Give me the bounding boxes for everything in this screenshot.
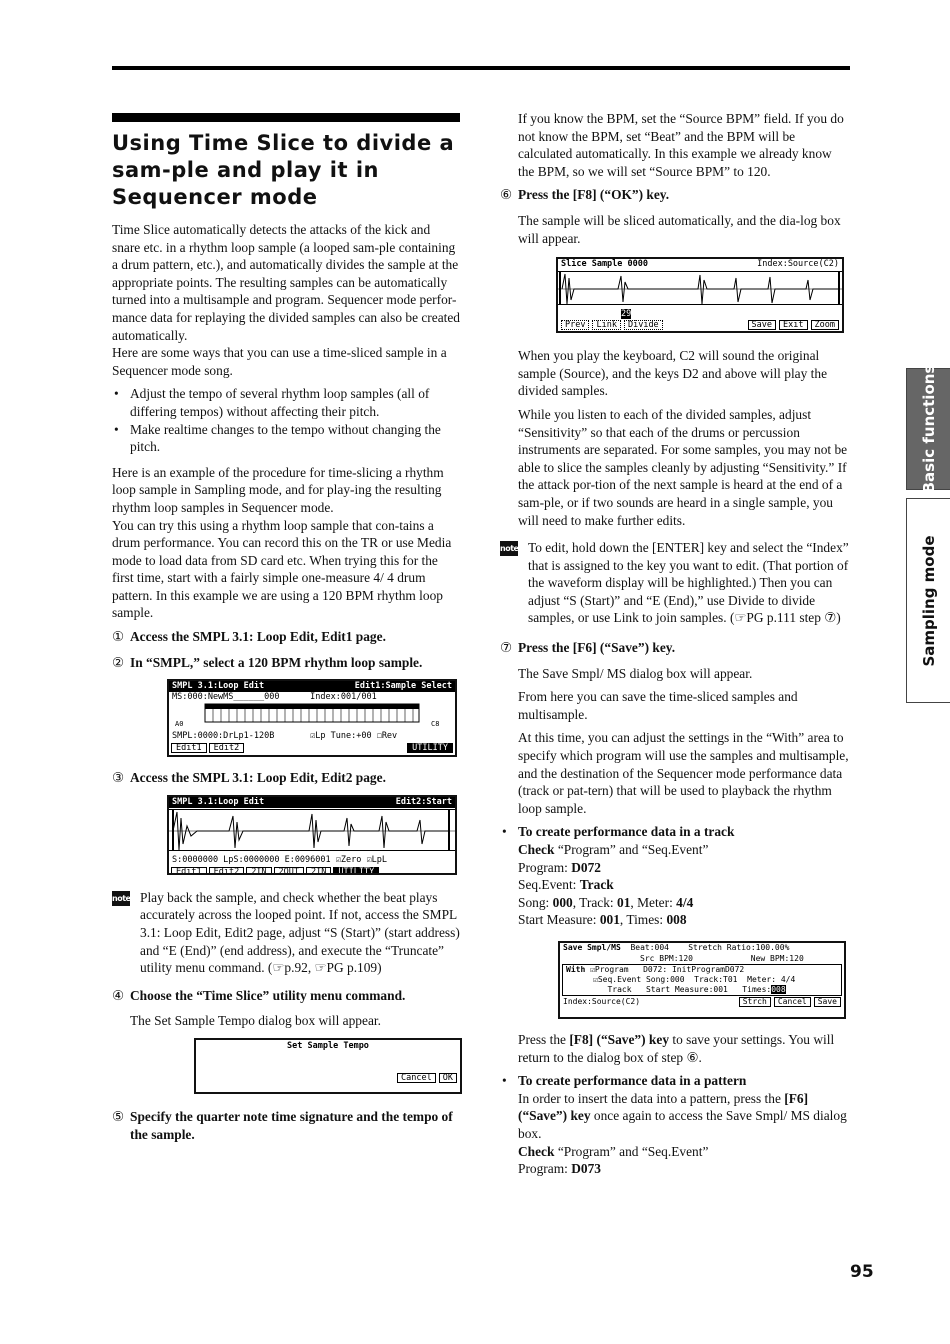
save-ms-index: Index:Source(C2): [563, 996, 641, 1006]
play-paragraph: When you play the keyboard, C2 will sound the original sample (Source), and the keys D2 and above will play the divided samples.: [518, 348, 828, 399]
edit2-row: S:0000000 LpS:0000000 E:0096001 ☑Zero ☑LpL: [172, 854, 387, 865]
save-button[interactable]: Save: [814, 997, 841, 1007]
note-icon: note: [112, 891, 130, 906]
save-ms-r3: ☑Program D072: InitProgramD072: [590, 964, 745, 974]
save-ms-r4: ☑Seq.Event Song:000 Track:T01 Meter: 4/4: [593, 974, 796, 984]
note-icon: note: [500, 541, 518, 556]
section-bar: [112, 113, 460, 122]
note-2: note To edit, hold down the [ENTER] key and select the “Index” that is assigned to the key you want to edit. (That portion of the waveform display will be highlighted.) Then you can adjust “S (Start)” and “E (End),” use Divide to divide samples, or use Link to join samples. (☞PG p.111 step ⑦): [500, 540, 849, 626]
press-f8-paragraph: Press the [F8] (“Save”) key to save your settings. You will return to the dialog box of step ⑥.: [518, 1031, 835, 1065]
step-4-desc: The Set Sample Tempo dialog box will appear.: [130, 1013, 381, 1029]
edit1-title: SMPL 3.1:Loop Edit: [172, 681, 265, 692]
slice-title: Slice Sample 0000: [561, 259, 648, 270]
step-7-desc: The Save Smpl/ MS dialog box will appear.: [518, 665, 753, 681]
step-4: ④ Choose the “Time Slice” utility menu command.: [112, 987, 406, 1003]
step-6-desc: The sample will be sliced automatically, and the dia-log box will appear.: [518, 212, 841, 246]
bullet-item: • Make realtime changes to the tempo without changing the pitch.: [114, 421, 441, 455]
intro-paragraph: Time Slice automatically detects the attacks of the kick and snare etc. in a rhythm loop sample (a looped sam-ple containing a drum pattern, etc.), and automatically divides the sample at the appropriate points. The resulting samples can be automatically turned into a multisample and program. Sequencer mode perfor-mance data for replaying the divided samples can also be created automatically.: [112, 222, 461, 343]
save-smpl-ms-screen: [558, 941, 846, 1019]
side-tab-sampling-mode[interactable]: Sampling mode: [906, 498, 950, 703]
tab-edit1[interactable]: Edit1: [171, 743, 207, 753]
pattern-bullet-title: To create performance data in a pattern: [518, 1073, 747, 1089]
exit-button[interactable]: Exit: [779, 320, 807, 330]
listen-paragraph: While you listen to each of the divided samples, adjust “Sensitivity” so that each of the drums or percussion instruments are separated. For some samples, you may not be able to slice the samples cleanly by adjusting “Sensitivity.” If the attack por-tion of the next sample is heard at the end of a sam-ple, or if two sounds are heard in a single sample, you will need to make further edits.: [518, 406, 848, 528]
bullet-item: • Adjust the tempo of several rhythm loop samples (all of differing tempos) without affecting their pitch.: [114, 386, 430, 419]
edit2-screen: [167, 795, 457, 875]
tab-edit2[interactable]: Edit2: [209, 743, 245, 753]
section-title: Using Time Slice to divide a sam-ple and play it in Sequencer mode: [112, 131, 455, 209]
step-3: ③ Access the SMPL 3.1: Loop Edit, Edit2 page.: [112, 770, 386, 786]
edit1-screen: [167, 679, 457, 757]
bpm-paragraph: If you know the BPM, set the “Source BPM” field. If you do not know the BPM, set “Beat” and the BPM will be calculated automatically. In this example we already know the BPM, so we will set “Source BPM” to 120.: [518, 111, 844, 179]
cancel-button[interactable]: Cancel: [774, 997, 811, 1007]
edit2-title: SMPL 3.1:Loop Edit: [172, 796, 265, 807]
waveform-display: [169, 809, 455, 851]
slice-index: Index:Source(C2): [757, 259, 839, 270]
track-bullet: • To create performance data in a track Check “Program” and “Seq.Event” Program: D072 Seq.Event: Track Song: 000, Track: 01, Meter: 4/4 Start Measure: 001, Times: 008: [500, 823, 850, 929]
cancel-button[interactable]: Cancel: [397, 1073, 436, 1083]
ok-button[interactable]: OK: [439, 1073, 457, 1083]
slice-sample-screen: [556, 257, 844, 333]
try-paragraph: You can try this using a rhythm loop sample that con-tains a drum performance. You can record this on the TR or use Media mode to load data from SD card etc. When trying this for the first time, start with a fairly simple one-measure 4/ 4 drum pattern. In this example we are using a 120 BPM rhythm loop sample.: [112, 517, 452, 621]
save-ms-r5: Track Start Measure:001 Times:: [593, 984, 772, 994]
stretch-button[interactable]: Strch: [739, 997, 771, 1007]
zoom-out-button[interactable]: 2OUT: [274, 867, 304, 875]
utility-button[interactable]: UTILITY: [333, 867, 379, 875]
pattern-bullet: • To create performance data in a pattern In order to insert the data into a pattern, press the [F6] (“Save”) key once again to access the Save Smpl/ MS dialog box. Check “Program” and “Seq.Event” Program: D073: [500, 1072, 850, 1178]
link-button[interactable]: Link: [592, 320, 620, 330]
track-bullet-title: To create performance data in a track: [518, 824, 735, 840]
save-paragraph: From here you can save the time-sliced samples and multisample.: [518, 689, 798, 722]
with-label: With: [566, 964, 586, 974]
note-1: note Play back the sample, and check whether the beat plays accurately across the looped point. If not, access the SMPL 3.1: Loop Edit, Edit2 page, adjust “S (Start)” (start address) and “E (End)” (end address), and execute the “Truncate” utility menu command. (☞p.92, ☞PG p.109): [112, 889, 460, 976]
save-ms-title: Save Smpl/MS: [563, 942, 621, 952]
right-column: [500, 110, 850, 1178]
utility-button[interactable]: UTILITY: [407, 743, 453, 753]
prev-button[interactable]: Prev: [561, 320, 589, 330]
step-6: ⑥ Press the [F8] (“OK”) key.: [500, 187, 670, 203]
edit1-tab: Edit1:Sample Select: [354, 681, 452, 692]
tab-edit1[interactable]: Edit1: [171, 867, 207, 875]
save-ms-r1: Beat:004 Stretch Ratio:100.00%: [630, 942, 790, 952]
edit1-row3: SMPL:0000:DrLp1-120B ☑Lp Tune:+00 ☐Rev: [172, 731, 398, 742]
step-2: ② In “SMPL,” select a 120 BPM rhythm loop sample.: [112, 654, 423, 670]
step-1: ① Access the SMPL 3.1: Loop Edit, Edit1 page.: [112, 629, 386, 645]
with-paragraph: At this time, you can adjust the settings in the “With” area to specify which program will use the samples and multisample, and the destination of the Sequencer mode performance data (track or pat-tern) that will be used to playback the rhythm loop sample.: [518, 730, 849, 816]
keyboard-graphic: [169, 702, 455, 728]
edit1-row1: MS:000:NewMS______000 Index:001/001: [172, 692, 377, 703]
page-number: 95: [850, 1262, 874, 1282]
side-tab-basic-functions[interactable]: Basic functions: [906, 368, 950, 490]
step-7: ⑦ Press the [F6] (“Save”) key.: [500, 640, 676, 656]
save-button[interactable]: Save: [748, 320, 776, 330]
example-paragraph: Here is an example of the procedure for time-slicing a rhythm loop sample in Sampling mode, and for play-ing the resulting rhythm loop samples in Sequencer mode.: [112, 464, 444, 515]
zoom-in-button[interactable]: 2IN: [246, 867, 271, 875]
tab-edit2[interactable]: Edit2: [209, 867, 245, 875]
slice-waveform: [558, 271, 842, 305]
left-column: [112, 113, 460, 1151]
divide-button[interactable]: Divide: [624, 320, 663, 330]
sensitivity-field[interactable]: 29: [621, 309, 632, 320]
set-tempo-title: Set Sample Tempo: [287, 1041, 369, 1051]
ways-intro: Here are some ways that you can use a time-sliced sample in a Sequencer mode song.: [112, 345, 447, 378]
zoom-in-button[interactable]: 2IN: [306, 867, 331, 875]
times-field[interactable]: 008: [771, 984, 786, 994]
edit2-tab: Edit2:Start: [395, 796, 452, 807]
set-tempo-dialog: [194, 1038, 462, 1094]
step-5: ⑤ Specify the quarter note time signature and the tempo of the sample.: [112, 1109, 453, 1142]
top-rule: [112, 66, 850, 70]
kbd-high-label: C8: [431, 720, 440, 729]
zoom-button[interactable]: Zoom: [811, 320, 839, 330]
save-ms-r2: Src BPM:120 New BPM:120: [640, 953, 804, 963]
kbd-low-label: A0: [175, 720, 184, 729]
